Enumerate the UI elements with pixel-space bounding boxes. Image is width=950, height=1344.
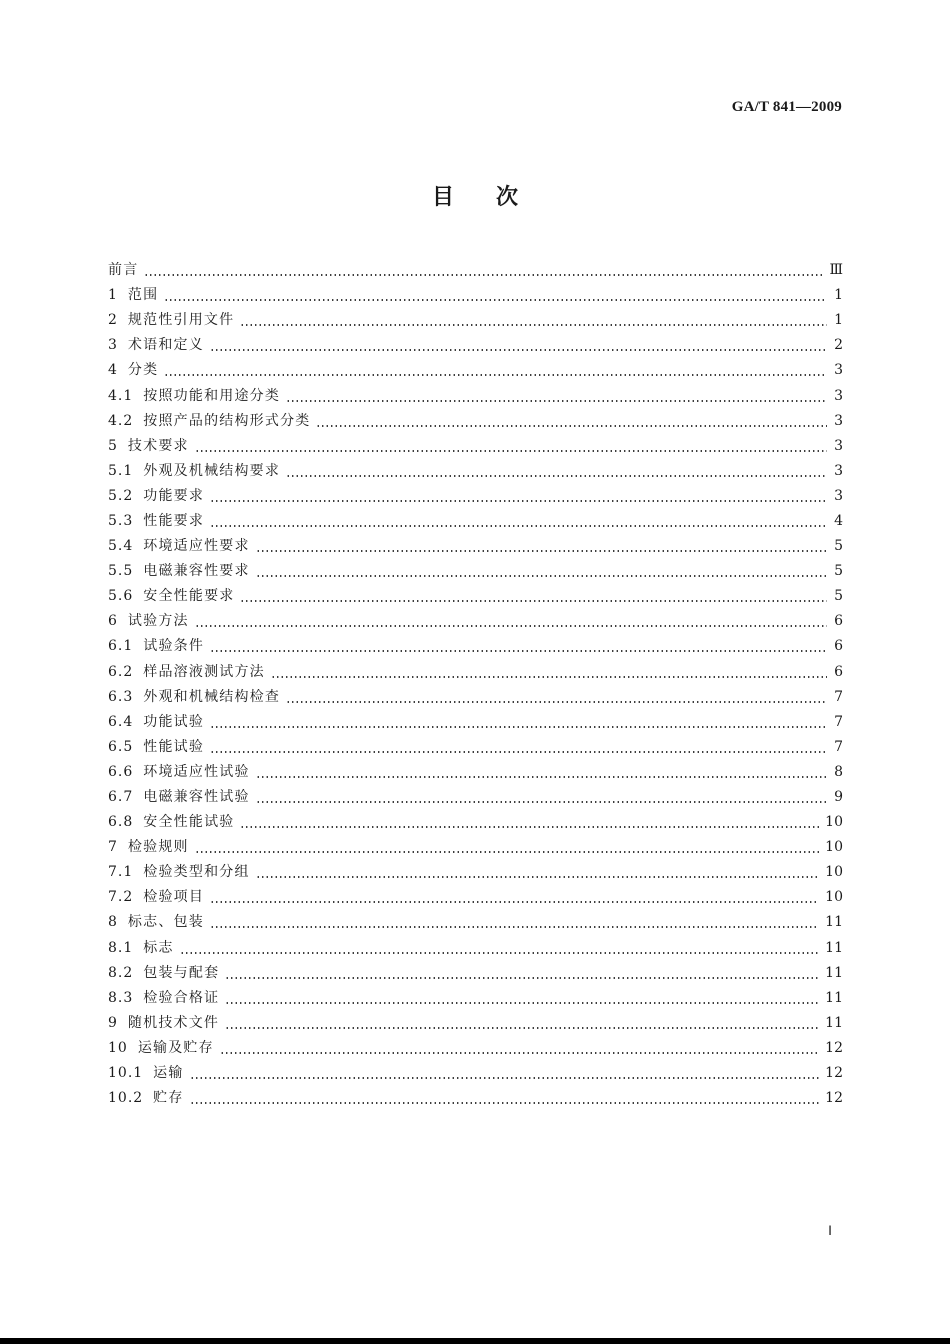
toc-dot-leader [190,1061,820,1086]
toc-dot-leader [210,509,827,534]
toc-entry-number: 1 [108,287,118,304]
toc-entry[interactable] [108,634,843,659]
toc-entry[interactable] [108,1036,843,1061]
toc-entry[interactable] [108,509,843,534]
toc-entry-number: 10.2 [108,1090,144,1107]
toc-entry[interactable] [108,835,843,860]
toc-entry[interactable] [108,760,843,785]
toc-entry-page: 3 [834,362,843,379]
toc-dot-leader [225,986,819,1011]
toc-entry-label: 按照产品的结构形式分类 [143,412,311,429]
toc-entry-label: 安全性能试验 [143,814,235,831]
toc-dot-leader [225,961,819,986]
toc-entry-label: 运输 [153,1065,184,1082]
toc-entry-number: 8 [108,914,118,931]
toc-entry-number: 5.1 [108,462,134,479]
toc-entry[interactable] [108,860,843,885]
standard-code: GA/T 841—2009 [731,99,842,115]
toc-entry-page: 12 [825,1090,843,1107]
toc-entry-label: 检验合格证 [143,989,220,1006]
toc-entry[interactable] [108,986,843,1011]
toc-entry-label: 外观及机械结构要求 [143,462,281,479]
toc-entry[interactable] [108,358,843,383]
toc-entry[interactable] [108,910,843,935]
toc-entry-number: 5.6 [108,588,134,605]
toc-entry-number: 6.5 [108,738,134,755]
toc-entry-number: 10 [108,1039,128,1056]
toc-entry-page: 5 [834,538,843,555]
toc-entry-page: 1 [834,287,843,304]
toc-entry[interactable] [108,1086,843,1111]
toc-dot-leader [210,634,827,659]
table-of-contents [108,258,843,1111]
toc-dot-leader [286,384,827,409]
toc-entry-page: 3 [834,462,843,479]
toc-entry[interactable] [108,1011,843,1036]
toc-entry-page: 10 [825,839,843,856]
bottom-border [0,1338,950,1344]
toc-entry[interactable] [108,534,843,559]
toc-entry[interactable] [108,308,843,333]
toc-dot-leader [195,835,819,860]
toc-dot-leader [190,1086,820,1111]
toc-entry-number: 7.2 [108,889,134,906]
toc-entry-number: 7.1 [108,864,134,881]
toc-entry[interactable] [108,810,843,835]
toc-dot-leader [144,258,823,283]
toc-dot-leader [316,409,827,434]
toc-entry-page: 12 [825,1039,843,1056]
toc-entry-number: 6.1 [108,638,134,655]
toc-entry[interactable] [108,484,843,509]
toc-entry-label: 外观和机械结构检查 [143,688,281,705]
toc-dot-leader [180,936,820,961]
toc-entry-number: 4.1 [108,387,134,404]
toc-entry-label: 术语和定义 [127,337,204,354]
toc-dot-leader [240,308,827,333]
toc-entry[interactable] [108,961,843,986]
toc-entry[interactable] [108,409,843,434]
toc-entry-page: 10 [825,814,843,831]
toc-entry-page: 6 [834,638,843,655]
toc-entry-page: 3 [834,412,843,429]
toc-entry-number: 6.4 [108,713,134,730]
toc-entry-page: 7 [834,738,843,755]
toc-entry-number: 8.2 [108,964,134,981]
toc-entry-label: 检验类型和分组 [143,864,250,881]
toc-dot-leader [256,860,820,885]
toc-entry-page: 11 [825,964,843,981]
toc-entry-number: 6.3 [108,688,134,705]
toc-entry-number: 5.5 [108,563,134,580]
toc-entry[interactable] [108,685,843,710]
toc-dot-leader [210,885,819,910]
toc-entry-label: 电磁兼容性要求 [143,563,250,580]
toc-entry-number: 7 [108,839,118,856]
toc-entry-page: 1 [834,312,843,329]
toc-entry-label: 运输及贮存 [137,1039,214,1056]
toc-entry-page: 3 [834,437,843,454]
toc-entry-page: 10 [825,864,843,881]
toc-dot-leader [210,910,819,935]
toc-entry[interactable] [108,660,843,685]
toc-entry-number: 6.8 [108,814,134,831]
toc-entry-page: 12 [825,1065,843,1082]
toc-dot-leader [210,484,827,509]
toc-dot-leader [271,660,827,685]
toc-entry-label: 随机技术文件 [127,1014,220,1031]
toc-entry-label: 技术要求 [127,437,189,454]
toc-dot-leader [210,710,827,735]
toc-entry-number: 5 [108,437,118,454]
toc-entry-page: 5 [834,563,843,580]
toc-entry[interactable] [108,459,843,484]
toc-entry-number: 4 [108,362,118,379]
toc-entry-page: 11 [825,914,843,931]
toc-entry-page: 4 [834,512,843,529]
toc-dot-leader [240,810,819,835]
toc-entry[interactable] [108,258,843,283]
toc-entry-page: 11 [825,989,843,1006]
toc-entry-label: 电磁兼容性试验 [143,789,250,806]
toc-entry-number: 8.3 [108,989,134,1006]
toc-entry-label: 检验项目 [143,889,205,906]
toc-entry[interactable] [108,434,843,459]
toc-entry-page: 3 [834,387,843,404]
toc-entry-number: 6 [108,613,118,630]
toc-entry-number: 5.2 [108,487,134,504]
toc-dot-leader [286,459,827,484]
footer-page-number: Ⅰ [828,1223,832,1238]
toc-entry-label: 分类 [127,362,159,379]
toc-entry-label: 性能要求 [143,512,205,529]
toc-entry-page: 6 [834,613,843,630]
toc-entry-number: 6.6 [108,763,134,780]
toc-entry-label: 规范性引用文件 [127,312,235,329]
toc-entry[interactable] [108,559,843,584]
toc-dot-leader [256,534,827,559]
toc-entry-label: 环境适应性试验 [143,763,250,780]
toc-dot-leader [195,609,827,634]
toc-entry-page: 10 [825,889,843,906]
toc-entry-number: 6.7 [108,789,134,806]
toc-entry[interactable] [108,735,843,760]
toc-entry-label: 包装与配套 [143,964,220,981]
toc-dot-leader [210,333,827,358]
toc-entry-number: 9 [108,1014,118,1031]
toc-entry-label: 试验方法 [127,613,189,630]
toc-dot-leader [256,559,827,584]
toc-entry-page: 6 [834,663,843,680]
toc-entry-label: 功能要求 [143,487,205,504]
toc-entry-page: 7 [834,688,843,705]
toc-entry-page: 7 [834,713,843,730]
toc-entry-label: 检验规则 [127,839,189,856]
toc-entry-page: Ⅲ [829,262,843,279]
page-title: 目次 [431,185,560,210]
toc-dot-leader [164,283,827,308]
toc-entry-number: 3 [108,337,118,354]
toc-entry[interactable] [108,383,843,408]
toc-entry-page: 9 [834,789,843,806]
toc-entry-label: 性能试验 [143,738,205,755]
toc-dot-leader [240,584,827,609]
toc-entry-number: 8.1 [108,939,134,956]
toc-entry-label: 标志、包装 [127,914,204,931]
toc-entry-number: 10.1 [108,1065,144,1082]
toc-entry[interactable] [108,785,843,810]
toc-entry[interactable] [108,333,843,358]
toc-entry-label: 前言 [108,262,139,279]
toc-entry-number: 6.2 [108,663,134,680]
toc-entry-page: 2 [834,337,843,354]
toc-entry[interactable] [108,885,843,910]
toc-entry-number: 4.2 [108,412,134,429]
toc-entry-label: 功能试验 [143,713,205,730]
toc-entry-page: 11 [825,1014,843,1031]
toc-dot-leader [256,785,827,810]
toc-entry-label: 样品溶液测试方法 [143,663,265,680]
toc-entry-label: 按照功能和用途分类 [143,387,281,404]
toc-entry[interactable] [108,936,843,961]
toc-dot-leader [220,1036,819,1061]
toc-entry-label: 标志 [143,939,174,956]
toc-entry-label: 贮存 [153,1090,184,1107]
toc-entry-label: 范围 [127,287,159,304]
toc-dot-leader [164,358,827,383]
toc-entry-page: 8 [834,763,843,780]
toc-entry-label: 试验条件 [143,638,205,655]
toc-entry-number: 5.3 [108,512,134,529]
toc-entry-page: 5 [834,588,843,605]
toc-entry-label: 环境适应性要求 [143,538,250,555]
toc-entry[interactable] [108,710,843,735]
toc-entry[interactable] [108,609,843,634]
toc-dot-leader [210,735,827,760]
toc-entry-number: 2 [108,312,118,329]
toc-entry[interactable] [108,584,843,609]
toc-entry-page: 3 [834,487,843,504]
toc-dot-leader [256,760,827,785]
toc-entry-label: 安全性能要求 [143,588,235,605]
toc-entry-page: 11 [825,939,843,956]
toc-entry-number: 5.4 [108,538,134,555]
toc-dot-leader [195,434,827,459]
toc-entry[interactable] [108,283,843,308]
toc-entry[interactable] [108,1061,843,1086]
toc-dot-leader [286,685,827,710]
toc-dot-leader [225,1011,819,1036]
